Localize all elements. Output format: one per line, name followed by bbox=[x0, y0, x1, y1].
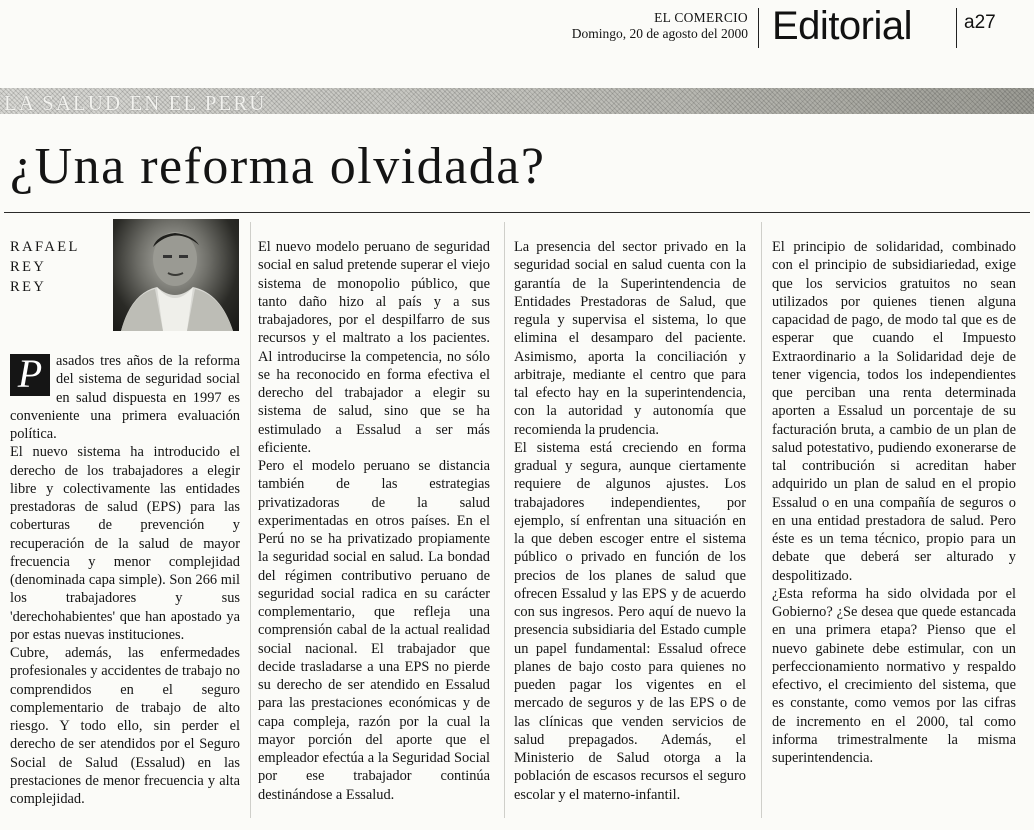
section-title: Editorial bbox=[772, 4, 913, 48]
masthead-divider bbox=[956, 8, 957, 48]
article-column-2 bbox=[258, 238, 490, 804]
kicker-band bbox=[0, 88, 1034, 114]
column-divider bbox=[761, 222, 762, 818]
column-divider bbox=[250, 222, 251, 818]
paragraph: Cubre, además, las enfermedades profesionales y accidentes de trabajo no comprendidos en el seguro complementario de trabajo de alto riesgo. Y todo ello, sin perder el derecho de ser atendidos por el Seguro Social de Salud (Essalud) en las prestaciones de menor frecuencia y alta complejidad. bbox=[10, 645, 240, 807]
paragraph bbox=[10, 352, 240, 443]
lead-text: asados tres años de la reforma del sistema de seguridad social en salud dispuesta en 1997 es conveniente una primera evaluación política. bbox=[10, 353, 240, 442]
page-number: a27 bbox=[964, 12, 996, 33]
author-surname-1: REY bbox=[10, 259, 47, 275]
masthead bbox=[0, 6, 1034, 54]
paragraph: La presencia del sector privado en la seguridad social en salud cuenta con la garantía de la Superintendencia de Entidades Prestadoras de Salud, que regula y supervisa el sistema, lo que elimina el desamparo del paciente. Asimismo, aporta la conciliación y arbitraje, mediante el centro que para tal efecto hay en la superintendencia, con la autoridad y autonomía que recomienda la prudencia. bbox=[514, 239, 746, 438]
author-surname-2: REY bbox=[10, 279, 47, 295]
paragraph: El nuevo modelo peruano de seguridad social en salud pretende superar el viejo sistema de monopolio público, que tanto daño hizo al país y a sus trabajadores, por el despilfarro de sus recursos y el maltrato a los pacientes. Al introducirse la competencia, no sólo se ha reconocido en forma efectiva el derecho del trabajador a elegir su sistema de salud, sino que se ha estimulado a Essalud a ser más eficiente. bbox=[258, 239, 490, 456]
author-byline bbox=[10, 237, 80, 297]
portrait-illustration bbox=[113, 219, 239, 331]
author-portrait-icon bbox=[113, 219, 239, 331]
column-divider bbox=[504, 222, 505, 818]
headline: ¿Una reforma olvidada? bbox=[10, 138, 546, 195]
drop-cap: P bbox=[10, 354, 50, 396]
article-column-3 bbox=[514, 238, 746, 804]
masthead-info bbox=[572, 10, 748, 42]
paragraph: ¿Esta reforma ha sido olvidada por el Gobierno? ¿Se desea que quede estancada en una primera etapa? Pienso que el nuevo gabinete debe estimular, con un perfeccionamiento normativo y respaldo efectivo, el crecimiento del sistema, que es constante, como vemos por las cifras de incremento en el 2000, tal como informa trimestralmente la misma superintendencia. bbox=[772, 585, 1016, 766]
newspaper-name: EL COMERCIO bbox=[654, 10, 748, 25]
headline-rule bbox=[4, 212, 1030, 213]
article-column-1 bbox=[10, 352, 240, 808]
paragraph: Pero el modelo peruano se distancia también de las estrategias privatizadoras de la salud experimentadas en otros países. En el Perú no se ha privatizado propiamente la seguridad social en salud. La bondad del régimen contributivo peruano de seguridad social radica en su carácter complementario, que refleja una comprensión cabal de la actual realidad social nacional. El trabajador que decide trasladarse a una EPS no pierde su derecho de ser atendido en Essalud para las prestaciones económicas y de capa compleja, razón por la cual la mayor porción del aporte que el empleador efectúa a la Seguridad Social por ese trabajador continúa destinándose a Essalud. bbox=[258, 458, 490, 803]
masthead-divider bbox=[758, 8, 759, 48]
kicker-text: LA SALUD EN EL PERÚ bbox=[4, 91, 267, 115]
issue-date: Domingo, 20 de agosto del 2000 bbox=[571, 26, 748, 41]
author-first-name: RAFAEL bbox=[10, 239, 80, 255]
paragraph: El sistema está creciendo en forma gradual y segura, aunque ciertamente requiere de algunos ajustes. Los trabajadores independientes, por ejemplo, sí enfrentan una situación en la que deben escoger entre el sistema público o privado en función de los precios de los planes de salud que ofrecen Essalud y las EPS y de acuerdo con sus ingresos. Pero aquí de nuevo la presencia subsidiaria del Estado cumple un papel fundamental: Essalud ofrece planes de bajo costo para quienes no pueden pagar los vigentes en el mercado de seguros y de las EPS o de las clínicas que venden servicios de salud prepagados. Además, el Ministerio de Salud otorga a la población de escasos recursos el seguro escolar y el materno-infantil. bbox=[514, 439, 746, 803]
article-column-4 bbox=[772, 238, 1016, 767]
paragraph: El principio de solidaridad, combinado con el principio de subsidiariedad, exige que los servicios gratuitos no sean utilizados por quienes tienen alguna capacidad de pago, de modo tal que es de esperar que cuando el Impuesto Extraordinario a la Solidaridad deje de tener vigencia, todos los independientes que perciban una renta determinada aporten a Essalud un porcentaje de su facturación bruta, a cambio de un plan de salud potestativo, pudiendo exonerarse de tal contribución si acreditan haber adquirido un plan de salud en el propio Essalud o en una compañía de seguros o en una entidad prestadora de salud. Pero éste es un tema técnico, propio para un debate que deberá ser alturado y despolitizado. bbox=[772, 239, 1016, 584]
paragraph: El nuevo sistema ha introducido el derecho de los trabajadores a elegir libre y colectivamente las entidades prestadoras de salud (EPS) para las coberturas de prevención y recuperación de la salud de mayor frecuencia y menor complejidad (denominada capa simple). Son 266 mil los trabajadores y sus 'derechohabientes' que han apostado ya por estas nuevas instituciones. bbox=[10, 444, 240, 643]
